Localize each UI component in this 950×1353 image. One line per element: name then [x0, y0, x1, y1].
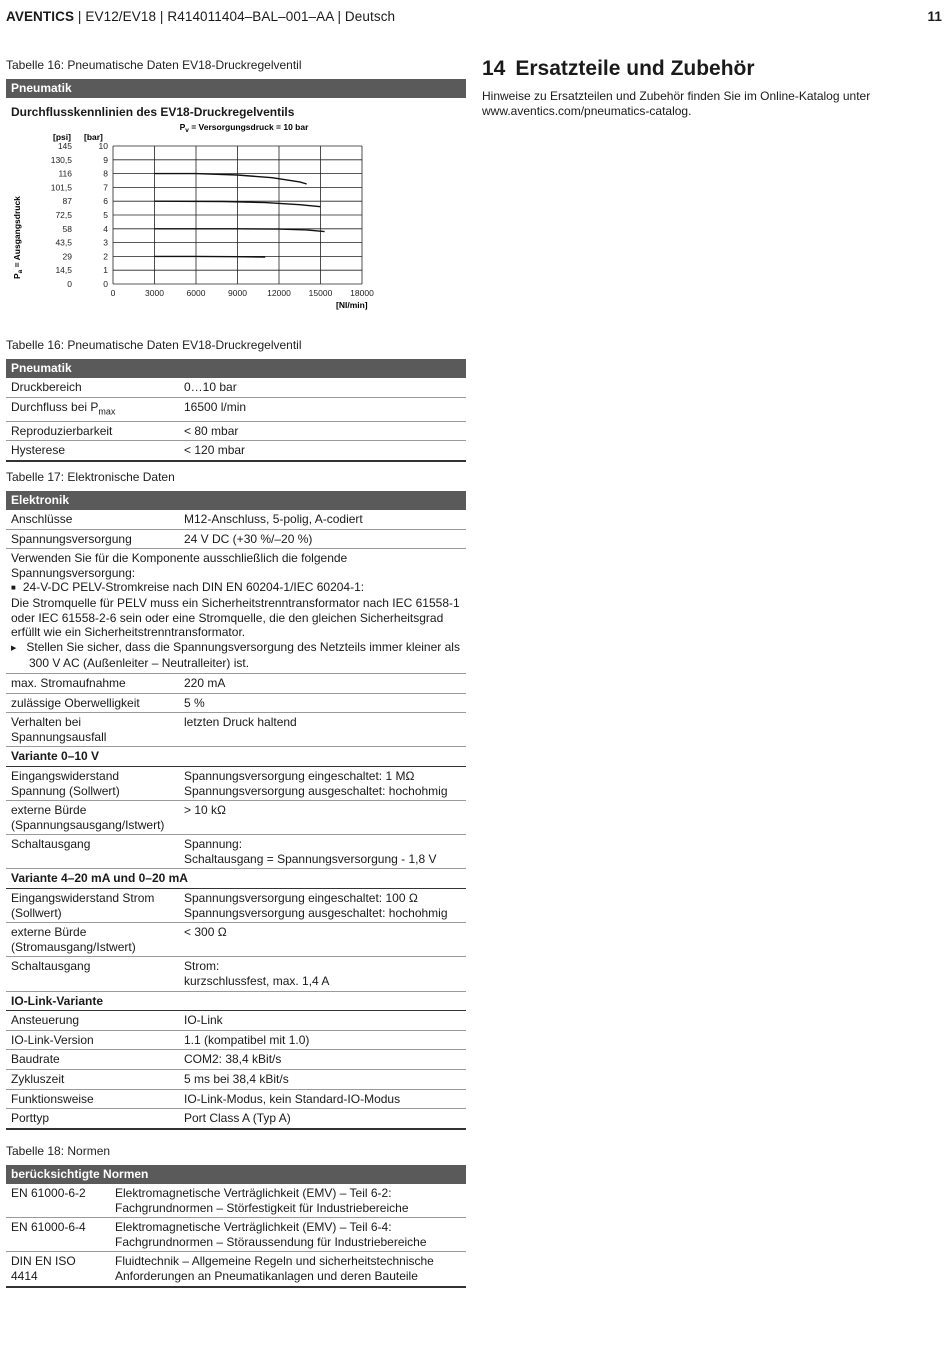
bar-tick-label: 1 — [103, 265, 108, 276]
row-key: Funktionsweise — [6, 1089, 179, 1109]
bar-tick-label: 6 — [103, 196, 108, 207]
note-bullet: ■ 24-V-DC PELV-Stromkreise nach DIN EN 60204-1/IEC 60204-1: — [11, 580, 461, 596]
psi-tick-label: 116 — [58, 168, 72, 179]
table-row — [6, 529, 466, 549]
row-value: < 120 mbar — [179, 441, 466, 461]
table-row — [6, 1218, 466, 1252]
chart-title: Durchflusskennlinien des EV18-Druckregelventils — [11, 105, 295, 119]
row-key: Hysterese — [6, 441, 179, 461]
chart-ticks — [51, 141, 374, 298]
norm-description: Elektromagnetische Verträglichkeit (EMV) – Teil 6-4: Fachgrundnormen – Störaussendung für Industriebereiche — [110, 1218, 466, 1252]
table17-band: Elektronik — [6, 491, 466, 510]
bar-unit-label: [bar] — [84, 132, 103, 142]
subsection-title: IO-Link-Variante — [6, 991, 466, 1011]
y-axis-label: $P_a$ = Ausgangsdruck — [12, 196, 24, 279]
x-tick-label: 6000 — [186, 288, 206, 298]
row-value: Strom: kurzschlussfest, max. 1,4 A — [179, 957, 466, 991]
psi-tick-label: 130,5 — [50, 154, 72, 165]
row-key: Spannungsversorgung — [6, 529, 179, 549]
table-row — [6, 1030, 466, 1050]
section-title: Ersatzteile und Zubehör — [515, 57, 755, 80]
x-tick-label: 12000 — [267, 288, 291, 298]
row-value: 5 ms bei 38,4 kBit/s — [179, 1070, 466, 1090]
table-row — [6, 835, 466, 869]
row-value: Port Class A (Typ A) — [179, 1109, 466, 1129]
subsection-title: Variante 4–20 mA und 0–20 mA — [6, 869, 466, 889]
x-tick-label: 9000 — [228, 288, 247, 298]
psi-tick-label: 43,5 — [55, 237, 72, 248]
row-key: Durchfluss bei $P_{max}$ — [6, 397, 179, 421]
row-value: < 80 mbar — [179, 421, 466, 441]
table-row — [6, 441, 466, 461]
table-row — [6, 957, 466, 991]
table-row — [6, 766, 466, 800]
psi-tick-label: 58 — [62, 223, 72, 234]
row-value: Spannung: Schaltausgang = Spannungsversorgung - 1,8 V — [179, 835, 466, 869]
row-value: 1.1 (kompatibel mit 1.0) — [179, 1030, 466, 1050]
table-row — [6, 923, 466, 957]
psi-unit-label: [psi] — [53, 132, 71, 142]
row-key: Anschlüsse — [6, 510, 179, 529]
row-key: externe Bürde (Spannungsausgang/Istwert) — [6, 801, 179, 835]
x-tick-label: 3000 — [145, 288, 164, 298]
norm-id: DIN EN ISO 4414 — [6, 1252, 110, 1287]
row-key: externe Bürde (Stromausgang/Istwert) — [6, 923, 179, 957]
series-line-4 — [155, 174, 307, 184]
safety-note-row — [6, 549, 466, 674]
table16 — [6, 378, 466, 462]
subsection-row — [6, 747, 466, 767]
table-row — [6, 378, 466, 397]
bar-tick-label: 0 — [103, 279, 108, 289]
table-row — [6, 1070, 466, 1090]
psi-tick-label: 87 — [62, 196, 72, 207]
table-row — [6, 801, 466, 835]
series-line-1 — [155, 256, 266, 257]
psi-tick-label: 101,5 — [50, 182, 72, 193]
bar-tick-label: 10 — [98, 141, 108, 151]
page-header — [6, 9, 942, 27]
norm-id: EN 61000-6-2 — [6, 1184, 110, 1218]
table18 — [6, 1184, 466, 1288]
table-row — [6, 1050, 466, 1070]
chart-grid — [113, 146, 362, 284]
row-key: Druckbereich — [6, 378, 179, 397]
row-key: Baudrate — [6, 1050, 179, 1070]
bar-tick-label: 8 — [103, 168, 108, 179]
x-axis-unit-label: [Nl/min] — [336, 300, 368, 310]
subsection-title: Variante 0–10 V — [6, 747, 466, 767]
section-text: Hinweise zu Ersatzteilen und Zubehör finden Sie im Online-Katalog unter www.aventics.com/pneumatics-catalog. — [482, 89, 871, 118]
table18-caption: Tabelle 18: Normen — [6, 1144, 111, 1158]
chart-table-band: Pneumatik — [6, 79, 466, 98]
row-value: IO-Link — [179, 1011, 466, 1031]
row-value: 16500 l/min — [179, 397, 466, 421]
bar-tick-label: 4 — [103, 223, 108, 234]
table-row — [6, 693, 466, 713]
flow-chart — [6, 118, 466, 314]
x-tick-label: 0 — [110, 288, 116, 298]
row-value: Spannungsversorgung eingeschaltet: 100 Ω Spannungsversorgung ausgeschaltet: hochohmig — [179, 889, 466, 923]
table-row — [6, 673, 466, 693]
bar-tick-label: 5 — [103, 210, 108, 220]
note-text: Die Stromquelle für PELV muss ein Sicherheitstrenntransformator nach IEC 61558-1 oder IEC 61558-2-6 sein oder eine Stromquelle, die den gleichen Sicherheitsgrad erfüllt wie ein Sicherheitstrenntransformator. — [11, 595, 460, 640]
table-row — [6, 421, 466, 441]
x-tick-label: 15000 — [308, 288, 333, 298]
row-value: letzten Druck haltend — [179, 713, 466, 747]
supply-pressure-label: $P_v$ = Versorgungsdruck = 10 bar — [179, 122, 309, 134]
x-tick-label: 18000 — [350, 288, 374, 298]
table-row — [6, 1109, 466, 1129]
section-number: 14 — [482, 57, 506, 80]
row-key: Reproduzierbarkeit — [6, 421, 179, 441]
norm-description: Elektromagnetische Verträglichkeit (EMV) – Teil 6-2: Fachgrundnormen – Störfestigkeit für Industriebereiche — [110, 1184, 466, 1218]
note-intro: Verwenden Sie für die Komponente ausschließlich die folgende Spannungsversorgung: — [11, 551, 348, 580]
row-value: IO-Link-Modus, kein Standard-IO-Modus — [179, 1089, 466, 1109]
norm-id: EN 61000-6-4 — [6, 1218, 110, 1252]
norm-description: Fluidtechnik – Allgemeine Regeln und sicherheitstechnische Anforderungen an Pneumatikanlagen und deren Bauteile — [110, 1252, 466, 1287]
table-row — [6, 713, 466, 747]
psi-tick-label: 14,5 — [55, 265, 72, 276]
row-value: 220 mA — [179, 673, 466, 693]
row-key: max. Stromaufnahme — [6, 673, 179, 693]
bar-tick-label: 7 — [103, 182, 108, 193]
chart-table-caption: Tabelle 16: Pneumatische Daten EV18-Druckregelventil — [6, 58, 302, 72]
table17 — [6, 510, 466, 1130]
table-row — [6, 510, 466, 529]
bar-tick-label: 9 — [103, 154, 108, 165]
subsection-row — [6, 869, 466, 889]
table16-caption: Tabelle 16: Pneumatische Daten EV18-Druckregelventil — [6, 338, 302, 352]
row-key: zulässige Oberwelligkeit — [6, 693, 179, 713]
series-line-2 — [155, 229, 325, 232]
row-value: 0…10 bar — [179, 378, 466, 397]
row-key: IO-Link-Version — [6, 1030, 179, 1050]
table-row — [6, 397, 466, 421]
table-row — [6, 1184, 466, 1218]
section-heading — [482, 57, 755, 81]
row-value: Spannungsversorgung eingeschaltet: 1 MΩ Spannungsversorgung ausgeschaltet: hochohmig — [179, 766, 466, 800]
row-key: Eingangswiderstand Strom (Sollwert) — [6, 889, 179, 923]
row-key: Zykluszeit — [6, 1070, 179, 1090]
row-value: 24 V DC (+30 %/–20 %) — [179, 529, 466, 549]
table-row — [6, 1089, 466, 1109]
row-key: Schaltausgang — [6, 835, 179, 869]
psi-tick-label: 72,5 — [55, 210, 72, 220]
table-row — [6, 1252, 466, 1287]
brand-name: AVENTICS — [6, 9, 75, 24]
subsection-row — [6, 991, 466, 1011]
row-key: Schaltausgang — [6, 957, 179, 991]
row-key: Porttyp — [6, 1109, 179, 1129]
row-key: Ansteuerung — [6, 1011, 179, 1031]
row-value: M12-Anschluss, 5-polig, A-codiert — [179, 510, 466, 529]
row-value: 5 % — [179, 693, 466, 713]
row-value: > 10 kΩ — [179, 801, 466, 835]
table16-band: Pneumatik — [6, 359, 466, 378]
table17-caption: Tabelle 17: Elektronische Daten — [6, 470, 175, 484]
psi-tick-label: 0 — [67, 279, 72, 289]
row-key: Verhalten bei Spannungsausfall — [6, 713, 179, 747]
note-action: ▶ Stellen Sie sicher, dass die Spannungsversorgung des Netzteils immer kleiner als 300 V AC (Außenleiter – Neutralleiter) ist. — [11, 640, 461, 671]
bar-tick-label: 2 — [103, 251, 108, 262]
row-value: COM2: 38,4 kBit/s — [179, 1050, 466, 1070]
table18-band: berücksichtigte Normen — [6, 1165, 466, 1184]
document-reference: | EV12/EV18 | R414011404–BAL–001–AA | Deutsch — [74, 9, 396, 24]
row-value: < 300 Ω — [179, 923, 466, 957]
row-key: Eingangswiderstand Spannung (Sollwert) — [6, 766, 179, 800]
bar-tick-label: 3 — [103, 237, 108, 248]
psi-tick-label: 145 — [57, 141, 72, 151]
table-row — [6, 889, 466, 923]
page-number: 11 — [927, 9, 942, 24]
psi-tick-label: 29 — [62, 251, 72, 262]
table-row — [6, 1011, 466, 1031]
safety-note — [6, 549, 466, 674]
